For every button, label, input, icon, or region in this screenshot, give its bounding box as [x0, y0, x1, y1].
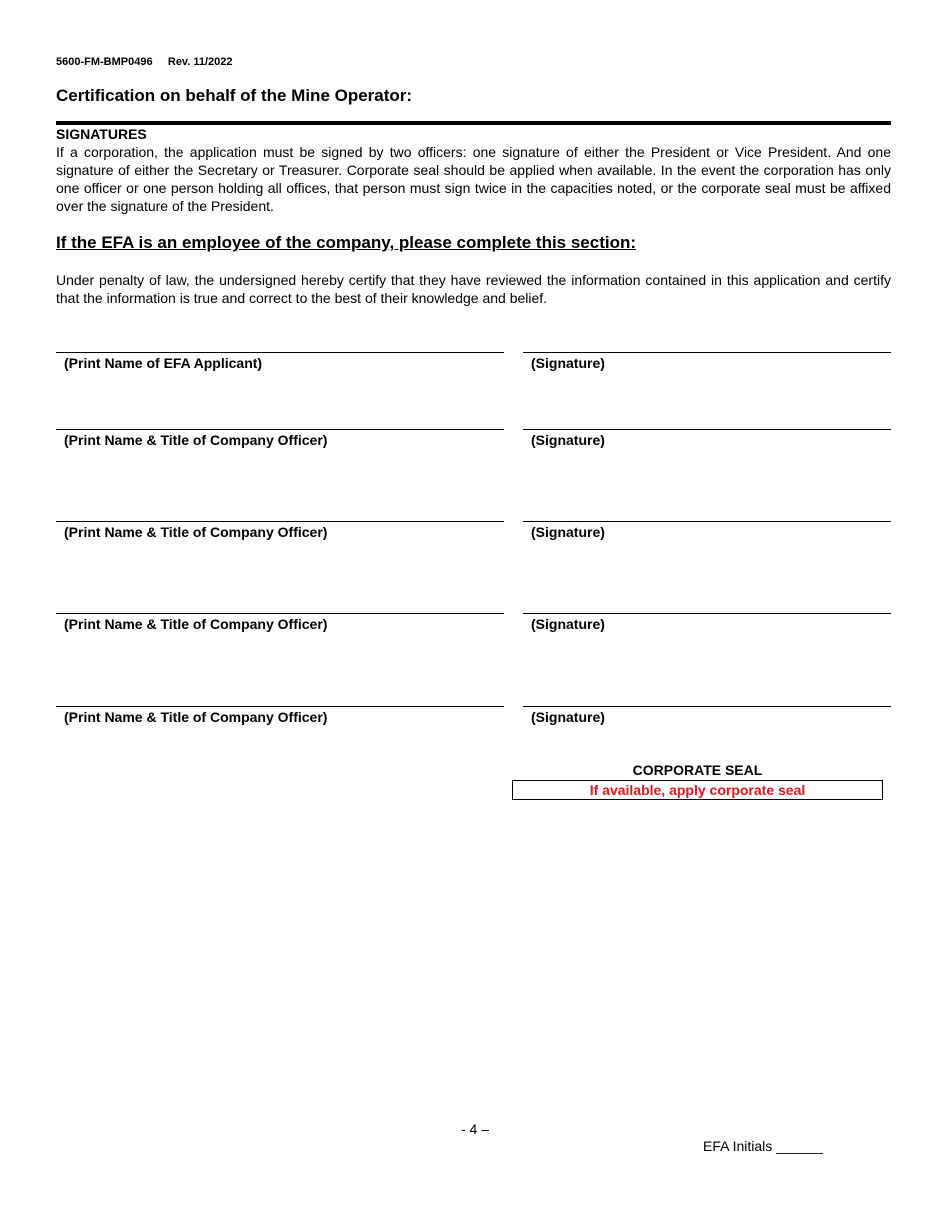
corporate-seal-title: CORPORATE SEAL [632, 762, 763, 778]
field-label: (Print Name & Title of Company Officer) [64, 524, 328, 540]
field-label: (Signature) [531, 709, 605, 725]
field-label: (Print Name & Title of Company Officer) [64, 616, 328, 632]
field-label: (Print Name & Title of Company Officer) [64, 709, 328, 725]
field-label: (Print Name of EFA Applicant) [64, 355, 263, 371]
corporate-seal-box: If available, apply corporate seal [512, 780, 883, 800]
officer-2-name-field[interactable] [56, 521, 504, 522]
officer-2-signature-field[interactable] [523, 521, 891, 522]
officer-3-name-field[interactable] [56, 613, 504, 614]
field-label: (Print Name & Title of Company Officer) [64, 432, 328, 448]
officer-4-name-field[interactable] [56, 706, 504, 707]
field-label: (Signature) [531, 355, 605, 371]
page-number: - 4 – [460, 1121, 489, 1137]
signatures-heading: SIGNATURES [56, 126, 147, 142]
section-divider [56, 121, 891, 125]
field-label: (Signature) [531, 616, 605, 632]
penalty-statement: Under penalty of law, the undersigned hereby certify that they have reviewed the information contained in this application and certify that the information is true and correct to the best of their knowledge and belief. [56, 272, 891, 306]
officer-1-name-field[interactable] [56, 429, 504, 430]
field-label: (Signature) [531, 524, 605, 540]
efa-applicant-signature-field[interactable] [523, 352, 891, 353]
signatures-instructions: If a corporation, the application must be signed by two officers: one signature of either the President or Vice President. And one signature of either the Secretary or Treasurer. Corporate seal should be applied when available. In the event the corporation has only one officer or one person holding all offices, that person must sign twice in the capacities noted, or the corporate seal must be affixed over the signature of the President. [56, 144, 891, 214]
field-label: (Signature) [531, 432, 605, 448]
form-number: 5600-FM-BMP0496 Rev. 11/2022 [56, 56, 233, 68]
officer-4-signature-field[interactable] [523, 706, 891, 707]
efa-section-heading: If the EFA is an employee of the company, please complete this section: [56, 233, 637, 252]
officer-3-signature-field[interactable] [523, 613, 891, 614]
officer-1-signature-field[interactable] [523, 429, 891, 430]
certification-heading: Certification on behalf of the Mine Operator: [56, 86, 413, 105]
efa-initials-field[interactable]: EFA Initials ______ [703, 1138, 823, 1154]
efa-applicant-name-field[interactable] [56, 352, 504, 353]
